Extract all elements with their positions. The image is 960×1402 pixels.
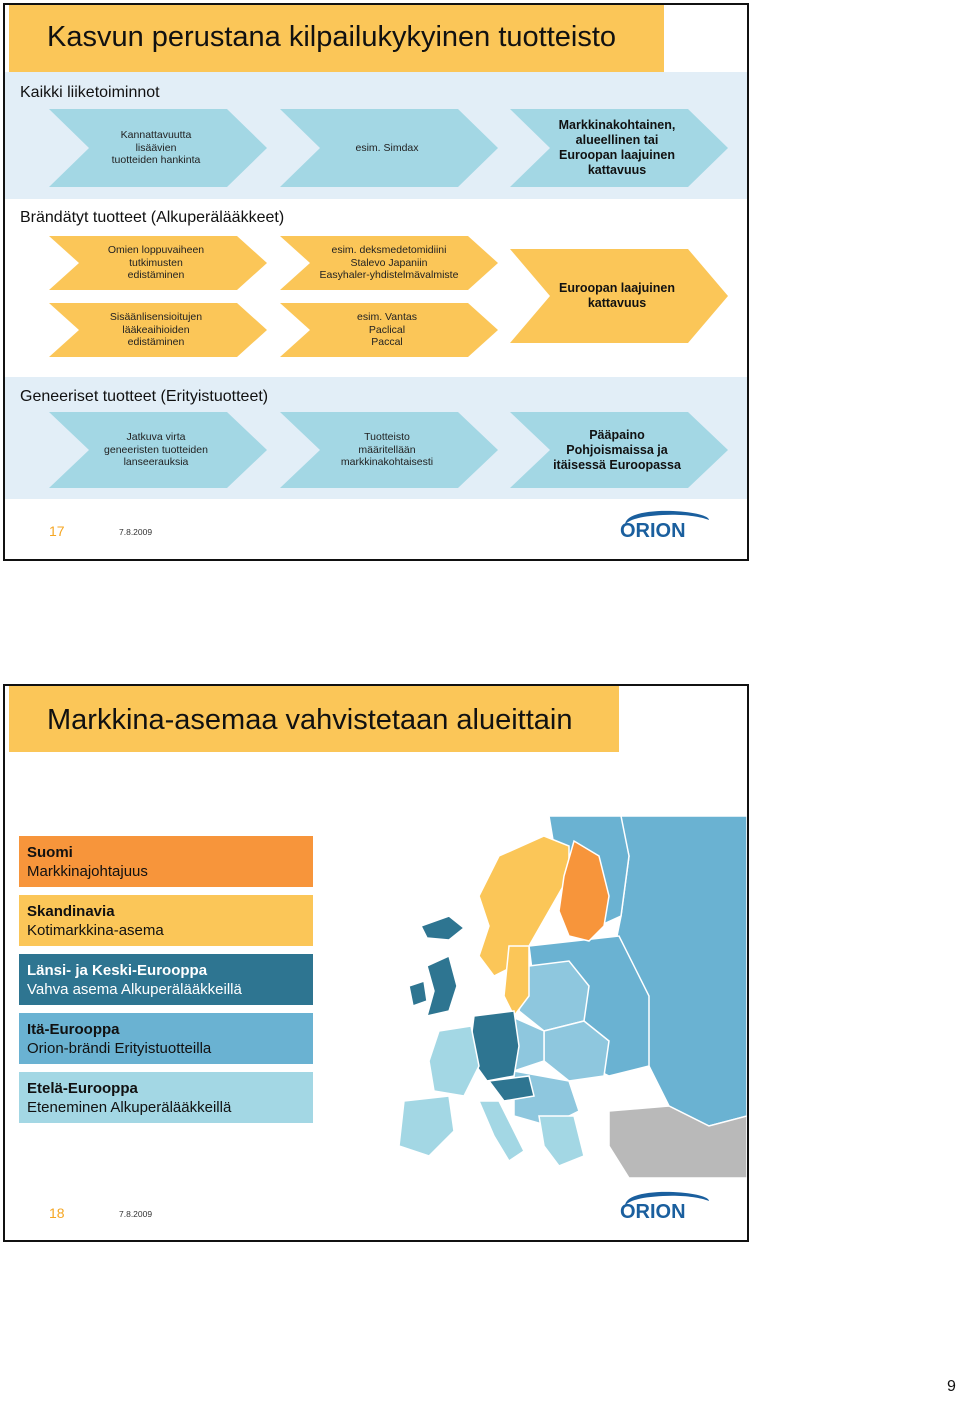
chevron-step — [510, 109, 728, 187]
chevron-text: Tuotteisto määritellään markkinakohtaisesti — [340, 431, 434, 469]
chevron-step — [49, 303, 267, 357]
orion-logo — [619, 1190, 711, 1225]
chevron-text: esim. Simdax — [355, 141, 419, 154]
region-name: Skandinavia — [27, 903, 115, 920]
orion-logo-text: ORION — [620, 520, 686, 539]
region-southern-europe — [19, 1072, 313, 1123]
chevron-text: Omien loppuvaiheen tutkimusten edistäminen — [107, 244, 205, 282]
slide-title: Kasvun perustana kilpailukykyinen tuotteisto — [47, 21, 617, 53]
section-label: Kaikki liiketoiminnot — [20, 84, 160, 101]
section-label: Brändätyt tuotteet (Alkuperälääkkeet) — [20, 209, 285, 226]
orion-logo — [619, 509, 711, 544]
chevron-text: Euroopan laajuinen kattavuus — [559, 281, 675, 310]
chevron-text: esim. deksmedetomidiini Stalevo Japaniin Easyhaler-yhdistelmävalmiste — [319, 244, 459, 282]
region-description: Eteneminen Alkuperälääkkeillä — [27, 1099, 232, 1116]
chevron-text: Pääpaino Pohjoismaissa ja itäisessä Euroopassa — [553, 427, 681, 472]
section-label: Geneeriset tuotteet (Erityistuotteet) — [20, 388, 269, 405]
page-number: 9 — [947, 1378, 956, 1395]
chevron-text: Jatkuva virta geneeristen tuotteiden lanseerauksia — [104, 431, 208, 469]
chevron-text: Sisäänlisensioitujen lääkeaihioiden edistäminen — [109, 311, 203, 349]
chevron-step — [49, 109, 267, 187]
region-finland — [19, 836, 313, 887]
slide-18 — [3, 684, 749, 1242]
chevron-step — [49, 236, 267, 290]
slide-17 — [3, 3, 749, 561]
region-name: Etelä-Eurooppa — [27, 1080, 138, 1097]
region-name: Länsi- ja Keski-Eurooppa — [27, 962, 208, 979]
region-description: Orion-brändi Erityistuotteilla — [27, 1040, 212, 1057]
section-all-business — [5, 72, 747, 199]
region-name: Itä-Eurooppa — [27, 1021, 120, 1038]
chevron-step — [49, 412, 267, 488]
slide-number: 18 — [49, 1205, 65, 1221]
region-description: Kotimarkkina-asema — [27, 922, 164, 939]
slide-date: 7.8.2009 — [119, 527, 153, 537]
chevron-step — [510, 249, 728, 343]
chevron-step — [280, 412, 498, 488]
chevron-step — [280, 109, 498, 187]
slide-title-bar — [9, 5, 664, 72]
section-generics — [5, 377, 747, 499]
orion-logo-icon — [619, 509, 711, 539]
region-description: Vahva asema Alkuperälääkkeillä — [27, 981, 242, 998]
chevron-step — [510, 412, 728, 488]
chevron-text: esim. Vantas Paclical Paccal — [357, 311, 417, 349]
chevron-step — [280, 303, 498, 357]
region-name: Suomi — [27, 844, 73, 861]
region-eastern-europe — [19, 1013, 313, 1064]
chevron-text: Markkinakohtainen, alueellinen tai Euroopan laajuinen kattavuus — [558, 118, 676, 177]
orion-logo-text: ORION — [620, 1201, 686, 1220]
section-branded — [5, 199, 747, 377]
region-west-central-europe — [19, 954, 313, 1005]
slide-date: 7.8.2009 — [119, 1209, 153, 1219]
orion-logo-icon — [619, 1190, 711, 1220]
slide-title-bar — [9, 686, 619, 752]
slide-title: Markkina-asemaa vahvistetaan alueittain — [47, 704, 573, 736]
region-scandinavia — [19, 895, 313, 946]
chevron-step — [280, 236, 498, 290]
slide-number: 17 — [49, 523, 65, 539]
region-description: Markkinajohtajuus — [27, 863, 148, 880]
chevron-text: Kannattavuutta lisäävien tuotteiden hankinta — [111, 129, 201, 167]
